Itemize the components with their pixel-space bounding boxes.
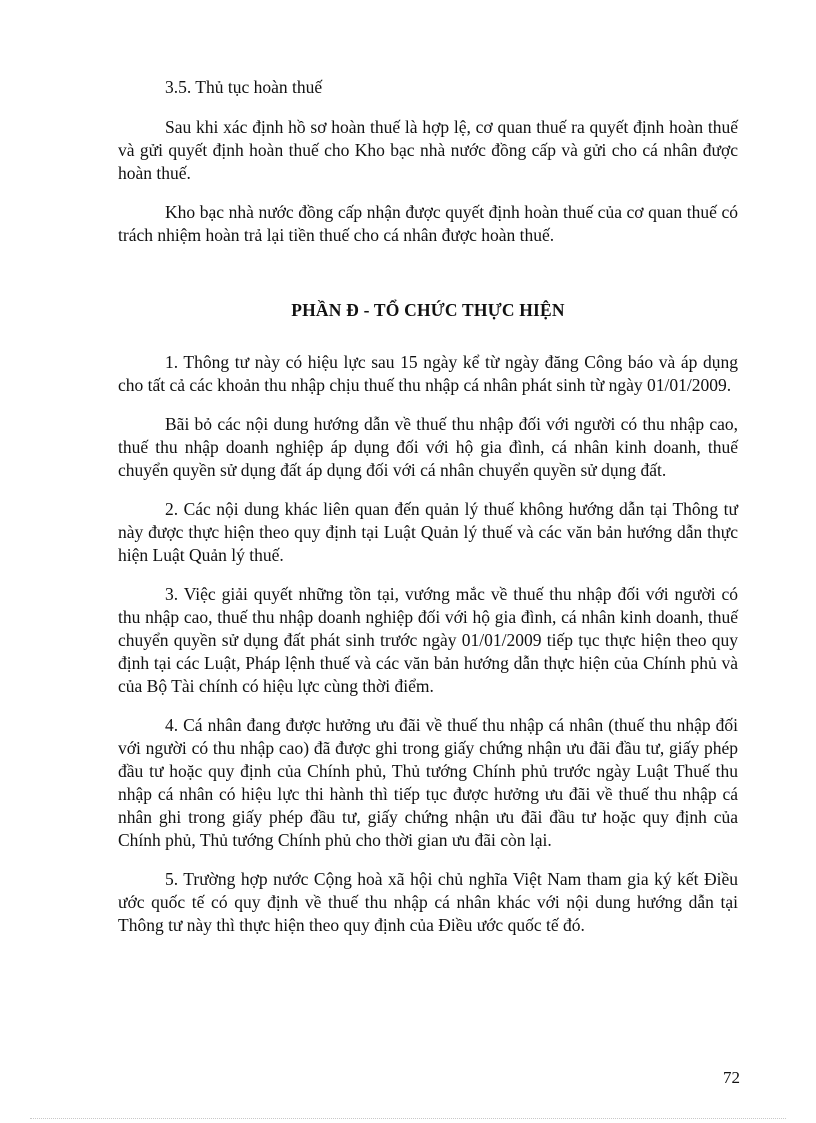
paragraph: Kho bạc nhà nước đồng cấp nhận được quyết định hoàn thuế của cơ quan thuế có trách nhiệm hoàn trả lại tiền thuế cho cá nhân được hoàn thuế. bbox=[118, 202, 738, 245]
paragraph: 5. Trường hợp nước Cộng hoà xã hội chủ nghĩa Việt Nam tham gia ký kết Điều ước quốc tế có quy định về thuế thu nhập cá nhân khác với nội dung hướng dẫn tại Thông tư này thì thực hiện theo quy định của Điều ước quốc tế đó. bbox=[118, 869, 738, 935]
paragraph: 3. Việc giải quyết những tồn tại, vướng mắc về thuế thu nhập đối với người có thu nhập cao, thuế thu nhập doanh nghiệp đối với hộ gia đình, cá nhân kinh doanh, thuế chuyển quyền sử dụng đất phát sinh trước ngày 01/01/2009 tiếp tục thực hiện theo quy định tại các Luật, Pháp lệnh thuế và các văn bản hướng dẫn thực hiện của Chính phủ và của Bộ Tài chính có hiệu lực cùng thời điểm. bbox=[118, 584, 738, 696]
subsection-title: 3.5. Thủ tục hoàn thuế bbox=[165, 77, 323, 97]
paragraph: 2. Các nội dung khác liên quan đến quản lý thuế không hướng dẫn tại Thông tư này được thực hiện theo quy định tại Luật Quản lý thuế và các văn bản hướng dẫn thực hiện Luật Quản lý thuế. bbox=[118, 499, 738, 565]
paragraph: Sau khi xác định hồ sơ hoàn thuế là hợp lệ, cơ quan thuế ra quyết định hoàn thuế và gửi quyết định hoàn thuế cho Kho bạc nhà nước đồng cấp và gửi cho cá nhân được hoàn thuế. bbox=[118, 117, 738, 183]
section-title: PHẦN Đ - TỔ CHỨC THỰC HIỆN bbox=[291, 300, 565, 320]
paragraph: 4. Cá nhân đang được hưởng ưu đãi về thuế thu nhập cá nhân (thuế thu nhập đối với người có thu nhập cao) đã được ghi trong giấy chứng nhận ưu đãi đầu tư, giấy phép đầu tư hoặc quy định của Chính phủ, Thủ tướng Chính phủ trước ngày Luật Thuế thu nhập cá nhân có hiệu lực thi hành thì tiếp tục được hưởng ưu đãi về thuế thu nhập cá nhân ghi trong giấy phép đầu tư, giấy chứng nhận ưu đãi đầu tư hoặc quy định của Chính phủ, Thủ tướng Chính phủ cho thời gian ưu đãi còn lại. bbox=[118, 715, 738, 850]
page-bottom-border bbox=[30, 1118, 786, 1119]
page-number: 72 bbox=[723, 1068, 740, 1087]
paragraph: Bãi bỏ các nội dung hướng dẫn về thuế thu nhập đối với người có thu nhập cao, thuế thu nhập doanh nghiệp áp dụng đối với hộ gia đình, cá nhân kinh doanh, thuế chuyển quyền sử dụng đất áp dụng đối với cá nhân chuyển quyền sử dụng đất. bbox=[118, 414, 738, 480]
page-content bbox=[118, 76, 738, 953]
paragraph: 1. Thông tư này có hiệu lực sau 15 ngày kể từ ngày đăng Công báo và áp dụng cho tất cả các khoản thu nhập chịu thuế thu nhập cá nhân phát sinh từ ngày 01/01/2009. bbox=[118, 352, 738, 395]
